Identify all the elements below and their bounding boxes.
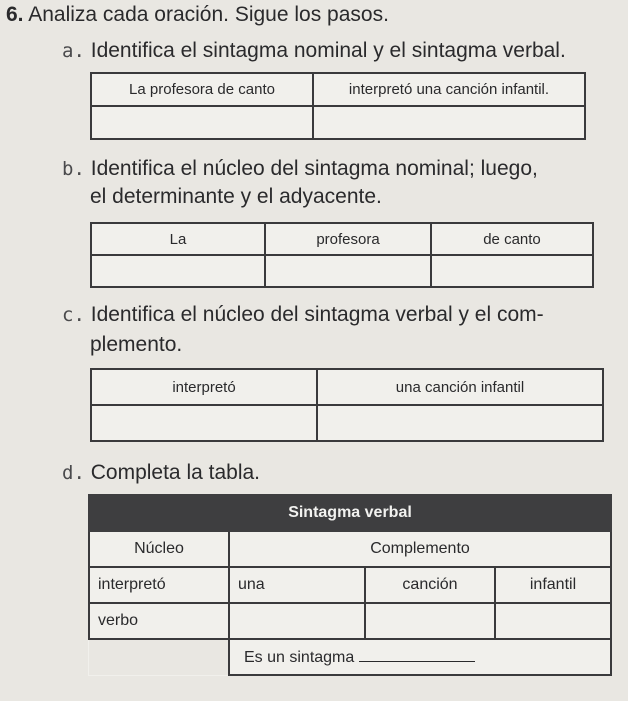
table-row [91,73,585,106]
step-b-instruction-cont [90,184,382,210]
step-c-text-line2: plemento. [90,333,183,356]
answer-cell[interactable] [365,603,495,639]
step-a-table [90,72,586,140]
table-row [91,106,585,139]
step-a-text: Identifica el sintagma nominal y el sintagma verbal. [90,39,566,62]
step-b-letter: b. [62,158,85,180]
table-row [89,603,611,639]
step-c-letter: c. [62,304,85,326]
answer-blank[interactable] [359,647,475,662]
answer-cell[interactable] [313,106,585,139]
exercise-heading [6,2,389,28]
verbal-phrase-cell: interpretó una canción infantil. [313,73,585,106]
empty-cell [89,639,229,675]
step-b-text-line1: Identifica el núcleo del sintagma nominal; luego, [90,157,538,180]
verb-nucleus-cell: interpretó [91,369,317,405]
step-b-text-line2: el determinante y el adyacente. [90,185,382,208]
exercise-title: Analiza cada oración. Sigue los pasos. [28,3,389,26]
answer-cell[interactable] [431,255,593,287]
table-row [89,495,611,531]
table-row [89,531,611,567]
answer-cell[interactable] [495,603,611,639]
table-row [91,223,593,255]
step-d-letter: d. [62,462,85,484]
answer-cell[interactable] [91,405,317,441]
table-row [89,639,611,675]
table-row [91,405,603,441]
footer-cell [229,639,611,675]
step-c-instruction-cont [90,332,182,358]
complement-header-cell: Complemento [229,531,611,567]
verbal-phrase-table [88,494,612,676]
word-cell: infantil [495,567,611,603]
word-cell: una [229,567,365,603]
category-cell: verbo [89,603,229,639]
table-row [91,369,603,405]
answer-cell[interactable] [317,405,603,441]
step-d-text: Completa la tabla. [90,461,260,484]
word-cell: interpretó [89,567,229,603]
table-row [89,567,611,603]
step-b-instruction [62,156,538,182]
step-d-instruction [62,460,260,486]
table-row [91,255,593,287]
step-a-instruction [62,38,566,64]
footer-text: Es un sintagma [244,649,355,666]
step-c-instruction [62,302,544,328]
adjacent-cell: de canto [431,223,593,255]
step-b-table [90,222,594,288]
nucleus-header-cell: Núcleo [89,531,229,567]
complement-cell: una canción infantil [317,369,603,405]
determinant-cell: La [91,223,265,255]
exercise-number: 6. [6,3,24,26]
answer-cell[interactable] [91,106,313,139]
answer-cell[interactable] [91,255,265,287]
step-c-table [90,368,604,442]
table-header: Sintagma verbal [89,495,611,531]
word-cell: canción [365,567,495,603]
step-a-letter: a. [62,40,85,62]
answer-cell[interactable] [265,255,431,287]
step-c-text-line1: Identifica el núcleo del sintagma verbal y el com- [90,303,544,326]
nominal-phrase-cell: La profesora de canto [91,73,313,106]
nucleus-cell: profesora [265,223,431,255]
answer-cell[interactable] [229,603,365,639]
